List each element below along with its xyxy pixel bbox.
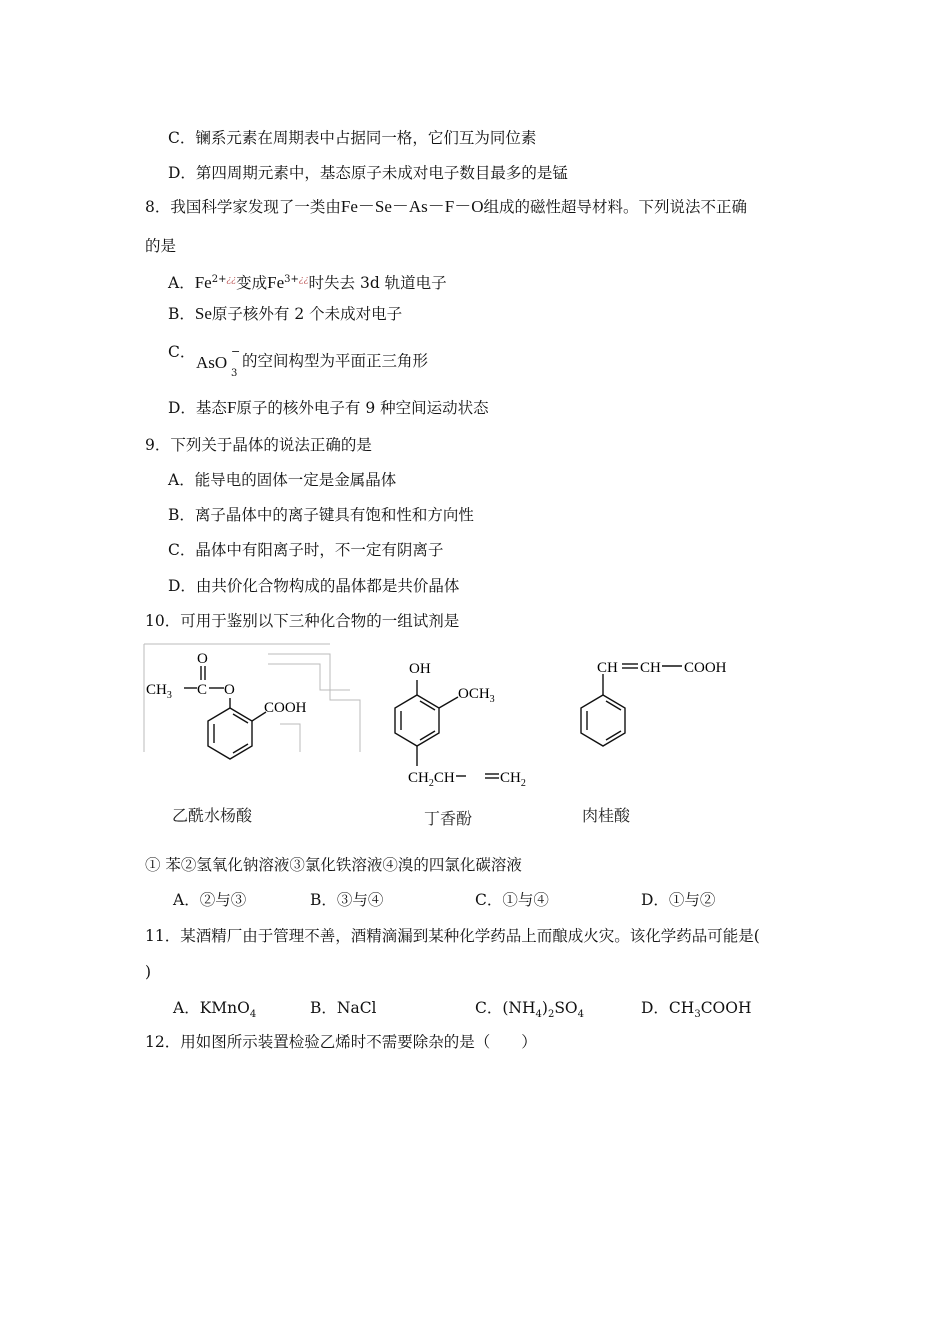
aspirin-name: 乙酰水杨酸 bbox=[172, 806, 253, 825]
q8-option-c-sub: 3 bbox=[231, 368, 238, 379]
aspirin-ring-double2 bbox=[233, 744, 248, 753]
eugenol-oh: OH bbox=[409, 661, 431, 677]
q12-stem: 12．用如图所示装置检验乙烯时不需要除杂的是（ ） bbox=[145, 1033, 537, 1051]
q10-structures-figure bbox=[140, 640, 760, 790]
q11-option-d-a: D．CH bbox=[641, 999, 695, 1017]
q9-option-a: A．能导电的固体一定是金属晶体 bbox=[168, 471, 397, 489]
q10-option-c: C．①与④ bbox=[475, 891, 549, 909]
cinnamic-ch1: CH bbox=[597, 660, 618, 676]
q8-option-d-f: F bbox=[226, 398, 237, 417]
q8-stem-c: 的是 bbox=[145, 237, 177, 255]
q8-stem-b: 组成的磁性超导材料。下列说法不正确 bbox=[483, 198, 748, 216]
eugenol-chain-a: CH bbox=[408, 770, 429, 786]
eugenol-chain bbox=[408, 770, 455, 789]
q11-option-d bbox=[641, 998, 751, 1025]
cinnamic-acid-structure bbox=[581, 664, 682, 746]
eugenol-name: 丁香酚 bbox=[424, 809, 473, 828]
q8-option-c-sup: − bbox=[231, 345, 241, 358]
aspirin-cooh: COOH bbox=[264, 700, 307, 716]
q8-stem bbox=[145, 197, 747, 217]
q8-stem-a: 8．我国科学家发现了一类由 bbox=[145, 198, 341, 216]
q11-option-c-b: ) bbox=[541, 999, 548, 1017]
q8-option-a-charge1: 2+ bbox=[211, 274, 227, 285]
q8-option-d-b: 原子的核外电子有 9 种空间运动状态 bbox=[236, 399, 489, 417]
eugenol-chain-sub2: 2 bbox=[520, 778, 526, 789]
aspirin-ch3 bbox=[146, 682, 172, 701]
q11-option-c bbox=[475, 998, 584, 1025]
q9-stem: 9．下列关于晶体的说法正确的是 bbox=[145, 436, 372, 454]
q9-option-c: C．晶体中有阳离子时，不一定有阴离子 bbox=[168, 541, 444, 559]
cinnamic-acid-name: 肉桂酸 bbox=[582, 806, 631, 825]
q9-option-d: D．由共价化合物构成的晶体都是共价晶体 bbox=[168, 577, 460, 595]
q11-option-c-sub1: 4 bbox=[535, 1009, 542, 1021]
eugenol-och3-bond bbox=[439, 697, 458, 708]
q8-option-a-fe: Fe bbox=[194, 273, 212, 293]
eugenol-ring-double3 bbox=[420, 701, 435, 710]
cinnamic-ring-double2 bbox=[606, 731, 621, 740]
aspirin-structure bbox=[184, 666, 266, 759]
q10-option-d: D．①与② bbox=[641, 891, 716, 909]
eugenol-och3-sub: 3 bbox=[489, 694, 495, 705]
q11-option-d-b: COOH bbox=[700, 999, 752, 1017]
q11-option-c-sub3: 4 bbox=[577, 1009, 585, 1021]
q11-option-a-label: A．KMnO bbox=[173, 999, 250, 1017]
q11-option-c-a: C．(NH bbox=[475, 999, 536, 1017]
cinnamic-ring-double3 bbox=[606, 701, 621, 710]
aspirin-ch3-sub: 3 bbox=[166, 690, 172, 701]
q7-option-c: C．镧系元素在周期表中占据同一格，它们互为同位素 bbox=[168, 129, 537, 147]
q11-option-a bbox=[173, 998, 256, 1025]
q11-option-c-sub2: 2 bbox=[547, 1009, 555, 1021]
eugenol-chain-c: CH bbox=[500, 770, 521, 786]
q8-option-d bbox=[168, 398, 489, 418]
q8-option-a-end: 时失去 3d 轨道电子 bbox=[308, 274, 447, 293]
q8-option-c-aso: AsO bbox=[196, 353, 228, 372]
cinnamic-ch2: CH bbox=[640, 660, 661, 676]
q8-option-a-charge2: 3+ bbox=[284, 274, 299, 285]
eugenol-och3-text: OCH bbox=[458, 686, 490, 702]
q8-option-a-garble: ¿¿ bbox=[226, 275, 237, 285]
eugenol-och3 bbox=[458, 686, 495, 705]
q11-option-d-sub: 3 bbox=[694, 1009, 701, 1021]
q8-option-b-se: Se bbox=[194, 304, 212, 323]
q11-stem: 11．某酒精厂由于管理不善，酒精滴漏到某种化学药品上而酿成火灾。该化学药品可能是( bbox=[145, 927, 760, 945]
q8-option-c-label: C． bbox=[168, 343, 196, 361]
q8-option-b-text: 原子核外有 2 个未成对电子 bbox=[211, 305, 403, 323]
q7-option-d: D．第四周期元素中，基态原子未成对电子数目最多的是锰 bbox=[168, 164, 568, 182]
q8-option-c bbox=[196, 346, 428, 381]
aspirin-ring-double3 bbox=[233, 714, 248, 723]
q8-option-a-label: A． bbox=[168, 274, 195, 293]
cinnamic-cooh: COOH bbox=[684, 660, 727, 676]
q10-option-a: A．②与③ bbox=[173, 891, 247, 909]
q8-option-a-mid: 变成 bbox=[236, 274, 268, 293]
aspirin-c: C bbox=[197, 682, 208, 698]
eugenol-chain-end bbox=[500, 770, 526, 789]
aspirin-o-top: O bbox=[197, 651, 208, 667]
q8-formula: Fe－Se－As－F－O bbox=[340, 197, 484, 216]
eugenol-chain-sub1: 2 bbox=[428, 778, 434, 789]
q10-stem: 10．可用于鉴别以下三种化合物的一组试剂是 bbox=[145, 612, 460, 630]
q8-option-b bbox=[168, 304, 402, 324]
q11-stem-end: ) bbox=[145, 963, 152, 981]
q8-option-a-garble2: ¿¿ bbox=[298, 275, 309, 285]
q8-option-c-text: 的空间构型为平面正三角形 bbox=[242, 352, 429, 370]
eugenol-chain-b: CH bbox=[433, 770, 455, 786]
q10-option-b: B．③与④ bbox=[310, 891, 384, 909]
q11-option-a-sub: 4 bbox=[249, 1009, 257, 1021]
aspirin-o-ester: O bbox=[224, 682, 235, 698]
aspirin-ch3-text: CH bbox=[146, 682, 167, 698]
q8-option-a-fe2: Fe bbox=[267, 273, 285, 293]
q8-option-d-a: D．基态 bbox=[168, 399, 227, 417]
q11-option-b: B．NaCl bbox=[310, 999, 377, 1017]
q10-reagents: ① 苯②氢氧化钠溶液③氯化铁溶液④溴的四氯化碳溶液 bbox=[145, 856, 522, 874]
q8-option-a bbox=[168, 270, 447, 293]
q9-option-b: B．离子晶体中的离子键具有饱和性和方向性 bbox=[168, 506, 474, 524]
q8-option-b-label: B． bbox=[168, 305, 195, 323]
q11-option-c-c: SO bbox=[554, 999, 578, 1017]
eugenol-ring-double2 bbox=[420, 731, 435, 740]
